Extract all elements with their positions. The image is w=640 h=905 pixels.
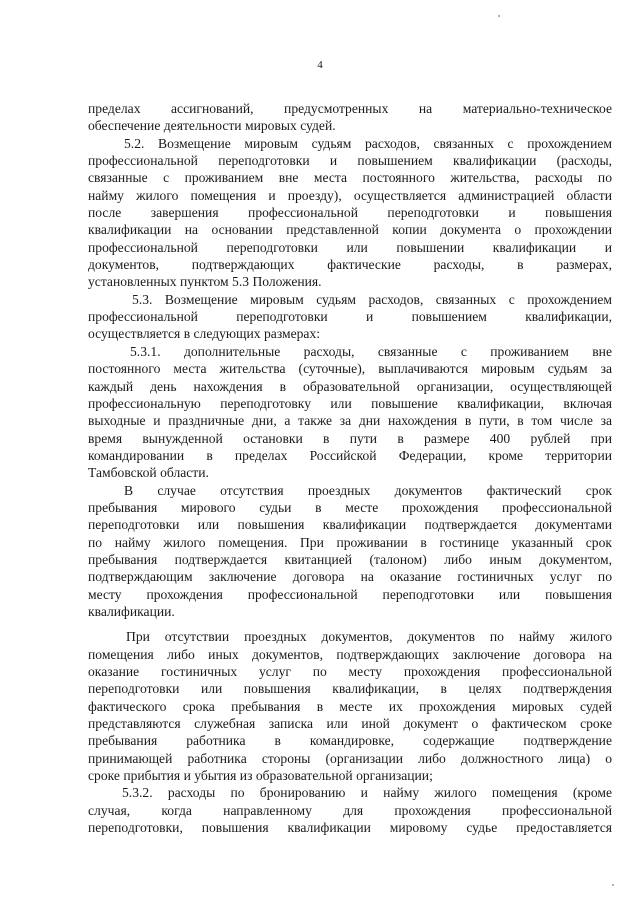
text-line: связанные с проживанием вне места постоянного жительства, расходы по xyxy=(88,170,612,186)
text-line: 5.3.2. расходы по бронированию и найму жилого помещения (кроме xyxy=(122,785,612,801)
text-line: профессиональной переподготовки или повышении квалификации и xyxy=(88,239,612,255)
text-line: пребывания работника в командировке, содержащие подтверждение xyxy=(88,733,612,749)
paragraph-5-2 xyxy=(88,135,612,291)
text-line: после завершения профессиональной переподготовки и повышения xyxy=(88,205,612,221)
text-line: При отсутствии проездных документов, документов по найму жилого xyxy=(126,629,612,645)
text-line: фактического срока пребывания в месте их прохождения мировых судей xyxy=(88,698,612,714)
text-line: случая, когда направленному для прохождения профессиональной xyxy=(88,802,612,818)
text-line: В случае отсутствия проездных документов фактический срок xyxy=(124,482,612,498)
text-line: подтверждающим заключение договора на оказание гостиничных услуг по xyxy=(88,569,612,585)
text-line: профессиональной переподготовки и повышением квалификации (расходы, xyxy=(88,153,612,169)
text-line: переподготовки или повышения квалификации, в целях подтверждения xyxy=(88,681,612,697)
text-line: квалификации. xyxy=(88,603,175,619)
text-line: осуществляется в следующих размерах: xyxy=(88,326,321,342)
text-line: 5.3. Возмещение мировым судьям расходов, связанных с прохождением xyxy=(132,291,612,307)
scan-speck xyxy=(498,15,500,17)
paragraph-continuation xyxy=(88,100,612,135)
text-line: профессиональной переподготовки и повышением квалификации, xyxy=(88,309,612,325)
text-line: переподготовки, повышения квалификации мировому судье предоставляется xyxy=(88,820,612,836)
text-line: помещения либо иных документов, подтверждающих заключение договора на xyxy=(88,646,612,662)
text-line: документов, подтверждающих фактические расходы, в размерах, xyxy=(88,257,612,273)
paragraph-no-housing-docs xyxy=(88,628,612,784)
text-line: профессиональную переподготовку или повышение квалификации, включая xyxy=(88,395,612,411)
paragraph-5-3-2 xyxy=(88,784,612,836)
document-body xyxy=(88,100,612,836)
text-line: по найму жилого помещения. При проживании в гостинице указанный срок xyxy=(88,534,612,550)
text-line: пределах ассигнований, предусмотренных на материально-техническое xyxy=(88,101,612,116)
text-line: 5.3.1. дополнительные расходы, связанные с проживанием вне xyxy=(130,343,612,359)
text-line: месту прохождения профессиональной переподготовки или повышения xyxy=(88,586,612,602)
paragraph-5-3 xyxy=(88,291,612,343)
text-line: выходные и праздничные дни, а также за дни нахождения в пути, в том числе за xyxy=(88,413,612,429)
text-line: принимающей работника стороны (организации либо должностного лица) о xyxy=(88,750,612,766)
text-line: время вынужденной остановки в пути в размере 400 рублей при xyxy=(88,430,612,446)
paragraph-no-travel-docs xyxy=(88,482,612,621)
text-line: 5.2. Возмещение мировым судьям расходов, связанных с прохождением xyxy=(124,135,612,151)
scan-speck xyxy=(612,884,614,886)
text-line: командировании в пределах Российской Федерации, кроме территории xyxy=(88,447,612,463)
text-line: квалификации на основании представленной копии документа о прохождении xyxy=(88,222,612,238)
text-line: постоянного места жительства (суточные), выплачиваются мировым судьям за xyxy=(88,361,612,377)
text-line: переподготовки или повышения квалификации подтверждается документами xyxy=(88,517,612,533)
paragraph-5-3-1 xyxy=(88,343,612,482)
text-line: Тамбовской области. xyxy=(88,465,209,481)
text-line: установленных пунктом 5.3 Положения. xyxy=(88,274,322,290)
page-number: 4 xyxy=(317,59,323,71)
text-line: представляются служебная записка или иной документ о фактическом сроке xyxy=(88,716,612,732)
text-line: сроке прибытия и убытия из образовательной организации; xyxy=(88,768,433,784)
text-line: найму жилого помещения и проезду), осуществляется администрацией области xyxy=(88,187,612,203)
text-line: каждый день нахождения в образовательной организации, осуществляющей xyxy=(88,378,612,394)
text-line: обеспечение деятельности мировых судей. xyxy=(88,118,336,134)
text-line: пребывания подтверждается квитанцией (талоном) либо иным документом, xyxy=(88,551,612,567)
text-line: оказание гостиничных услуг по месту прохождения профессиональной xyxy=(88,664,612,679)
text-line: пребывания мирового судьи в месте прохождения профессиональной xyxy=(88,499,612,515)
